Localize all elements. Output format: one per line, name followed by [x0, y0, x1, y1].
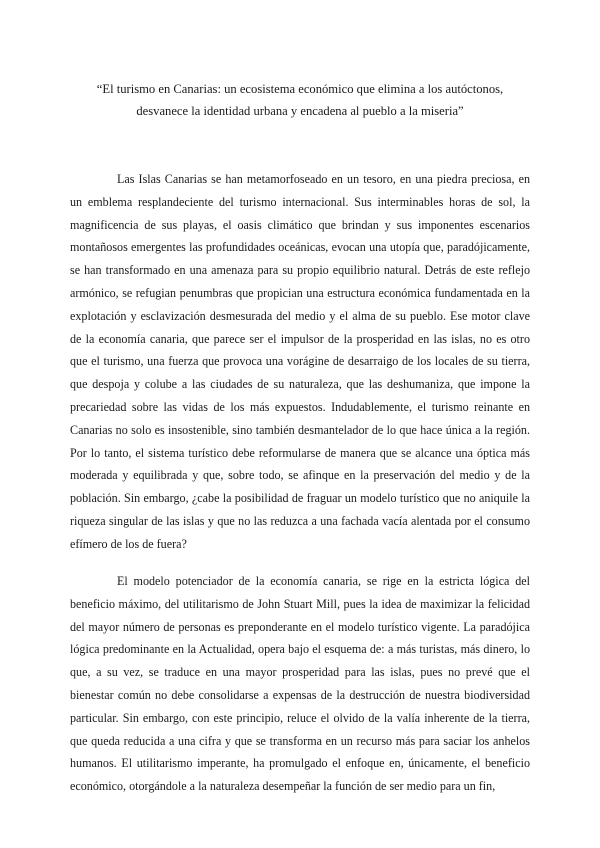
paragraph-2: El modelo potenciador de la economía canaria, se rige en la estricta lógica del beneficio máximo, del utilitarismo de John Stuart Mill, pues la idea de maximizar la felicidad del mayor número de personas es preponderante en el modelo turístico vigente. La paradójica lógica predominante en la Actualidad, opera bajo el esquema de: a más turistas, más dinero, lo que, a su vez, se traduce en una mayor prosperidad para las islas, pues no prevé que el bienestar común no debe consolidarse a expensas de la destrucción de nuestra biodiversidad particular. Sin embargo, con este principio, reluce el olvido de la valía inherente de la tierra, que queda reducida a una cifra y que se transforma en un recurso más para saciar los anhelos humanos. El utilitarismo imperante, ha promulgado el enfoque en, únicamente, el beneficio económico, otorgándole a la naturaleza desempeñar la función de ser medio para un fin, — [70, 574, 530, 794]
document-title: “El turismo en Canarias: un ecosistema económico que elimina a los autóctonos, desvanece la identidad urbana y encadena al pueblo a la miseria” — [96, 82, 504, 118]
paragraph-1: Las Islas Canarias se han metamorfoseado en un tesoro, en una piedra preciosa, en un emblema resplandeciente del turismo internacional. Sus interminables horas de sol, la magnificencia de sus playas, el oasis climático que brindan y sus imponentes escenarios montañosos emergentes las profundidades oceánicas, evocan una utopía que, paradójicamente, se han transformado en una amenaza para su propio equilibrio natural. Detrás de este reflejo armónico, se refugian penumbras que propician una estructura económica fundamentada en la explotación y esclavización desmesurada del medio y el alma de su pueblo. Ese motor clave de la economía canaria, que parece ser el impulsor de la prosperidad en las islas, no es otro que el turismo, una fuerza que provoca una vorágine de desarraigo de los locales de su tierra, que despoja y colube a las ciudades de su naturaleza, que las deshumaniza, que impone la precariedad sobre las vidas de los más expuestos. Indudablemente, el turismo reinante en Canarias no solo es insostenible, sino también desmantelador de lo que hace única a la región. Por lo tanto, el sistema turístico debe reformularse de manera que se alcance una óptica más moderada y equilibrada y que, sobre todo, se afinque en la preservación del medio y de la población. Sin embargo, ¿cabe la posibilidad de fraguar un modelo turístico que no aniquile la riqueza singular de las islas y que no las reduzca a una fachada vacía alentada por el consumo efímero de los de fuera? — [70, 172, 530, 551]
